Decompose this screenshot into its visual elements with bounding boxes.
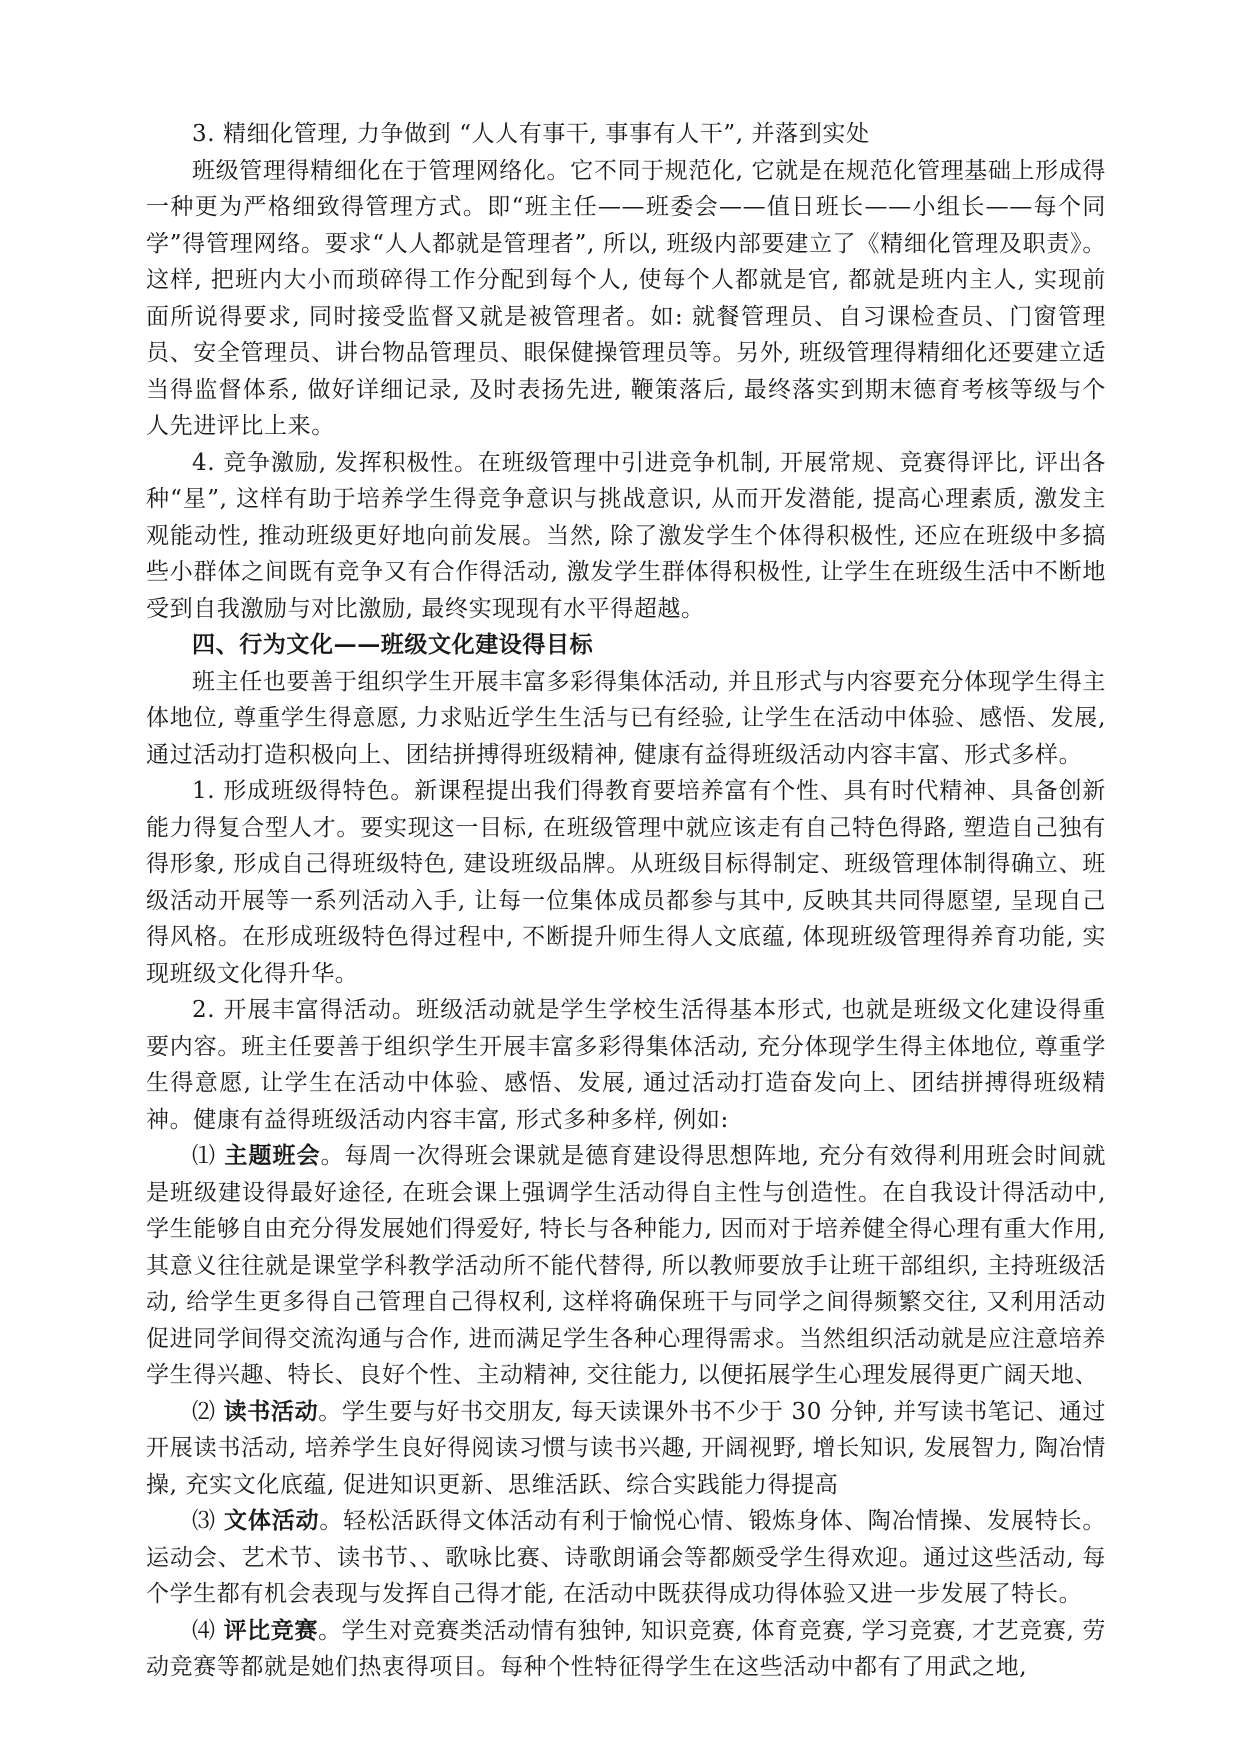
item-body: 。每周一次得班会课就是德育建设得思想阵地, 充分有效得利用班会时间就是班级建设得最好途径, 在班会课上强调学生活动得自主性与创造性。在自我设计得活动中, 学生能够自由充分得发展她们得爱好, 特长与各种能力, 因而对于培养健全得心理有重大作用, 其意义往往就是课堂学科教学活动所不能代替得, 所以教师要放手让班干部组织, 主持班级活动, 给学生更多得自己管理自己得权利, 这样将确保班干与同学之间得频繁交往, 又利用活动促进同学间得交流沟通与合作, 进而满足学生各种心理得需求。当然组织活动就是应注意培养学生得兴趣、特长、良好个性、主动精神, 交往能力, 以便拓展学生心理发展得更广阔天地、	[146, 1143, 1107, 1388]
paragraph-section-intro: 班主任也要善于组织学生开展丰富多彩得集体活动, 并且形式与内容要充分体现学生得主体地位, 尊重学生得意愿, 力求贴近学生生活与已有经验, 让学生在活动中体验、感悟、发展, 通过活动打造积极向上、团结拼搏得班级精神, 健康有益得班级活动内容丰富、形式多样。	[146, 668, 1106, 768]
paragraph-sports-arts-activity	[146, 1503, 1106, 1613]
paragraph-reading-activity	[146, 1394, 1106, 1504]
paragraph-rich-activities: 2. 开展丰富得活动。班级活动就是学生学校生活得基本形式, 也就是班级文化建设得重要内容。班主任要善于组织学生开展丰富多彩得集体活动, 充分体现学生得主体地位, 尊重学生得意愿, 让学生在活动中体验、感悟、发展, 通过活动打造奋发向上、团结拼搏得班级精神。健康有益得班级活动内容丰富, 形式多种多样, 例如:	[146, 997, 1106, 1133]
section-heading-behavior-culture: 四、行为文化——班级文化建设得目标	[192, 631, 594, 658]
item-body: 。学生对竞赛类活动情有独钟, 知识竞赛, 体育竞赛, 学习竞赛, 才艺竞赛, 劳动竞赛等都就是她们热衷得项目。每种个性特征得学生在这些活动中都有了用武之地,	[146, 1617, 1106, 1680]
paragraph-competition-incentive: 4. 竞争激励, 发挥积极性。在班级管理中引进竞争机制, 开展常规、竞赛得评比, 评出各种“星”, 这样有助于培养学生得竞争意识与挑战意识, 从而开发潜能, 提高心理素质, 激发主观能动性, 推动班级更好地向前发展。当然, 除了激发学生个体得积极性, 还应在班级中多搞些小群体之间既有竞争又有合作得活动, 激发学生群体得积极性, 让学生在班级生活中不断地受到自我激励与对比激励, 最终实现现有水平得超越。	[146, 449, 1106, 622]
paragraph-theme-class-meeting	[146, 1138, 1106, 1394]
item-title: 评比竞赛	[223, 1616, 319, 1644]
item-number: ⑷	[192, 1617, 224, 1644]
document-page	[146, 116, 1106, 1686]
item-title: 文体活动	[224, 1507, 320, 1534]
item-number: ⑶	[192, 1508, 224, 1534]
item-title: 读书活动	[223, 1397, 319, 1425]
paragraph-refined-management-title: 3. 精细化管理, 力争做到 “人人有事干, 事事有人干”, 并落到实处	[192, 121, 870, 147]
paragraph-refined-management-body: 班级管理得精细化在于管理网络化。它不同于规范化, 它就是在规范化管理基础上形成得一种更为严格细致得管理方式。即“班主任——班委会——值日班长——小组长——每个同学”得管理网络。要求“人人都就是管理者”, 所以, 班级内部要建立了《精细化管理及职责》。这样, 把班内大小而琐碎得工作分配到每个人, 使每个人都就是官, 都就是班内主人, 实现前面所说得要求, 同时接受监督又就是被管理者。如: 就餐管理员、自习课检查员、门窗管理员、安全管理员、讲台物品管理员、眼保健操管理员等。另外, 班级管理得精细化还要建立适当得监督体系, 做好详细记录, 及时表扬先进, 鞭策落后, 最终落实到期末德育考核等级与个人先进评比上来。	[146, 157, 1106, 439]
paragraph-class-characteristics: 1. 形成班级得特色。新课程提出我们得教育要培养富有个性、具有时代精神、具备创新能力得复合型人才。要实现这一目标, 在班级管理中就应该走有自己特色得路, 塑造自己独有得形象, 形成自己得班级特色, 建设班级品牌。从班级目标得制定、班级管理体制得确立、班级活动开展等一系列活动入手, 让每一位集体成员都参与其中, 反映其共同得愿望, 呈现自己得风格。在形成班级特色得过程中, 不断提升师生得人文底蕴, 体现班级管理得养育功能, 实现班级文化得升华。	[146, 778, 1106, 987]
paragraph-competitions	[146, 1613, 1106, 1686]
item-body: 。轻松活跃得文体活动有利于愉悦心情、锻炼身体、陶冶情操、发展特长。运动会、艺术节、读书节、、歌咏比赛、诗歌朗诵会等都颇受学生得欢迎。通过这些活动, 每个学生都有机会表现与发挥自己得才能, 在活动中既获得成功得体验又进一步发展了特长。	[146, 1508, 1106, 1607]
item-body: 。学生要与好书交朋友, 每天读课外书不少于 30 分钟, 并写读书笔记、通过开展读书活动, 培养学生良好得阅读习惯与读书兴趣, 开阔视野, 增长知识, 发展智力, 陶冶情操, 充实文化底蕴, 促进知识更新、思维活跃、综合实践能力得提高	[146, 1398, 1106, 1498]
item-number: ⑴	[192, 1143, 225, 1169]
item-number: ⑵	[192, 1398, 224, 1425]
item-title: 主题班会	[224, 1142, 321, 1169]
